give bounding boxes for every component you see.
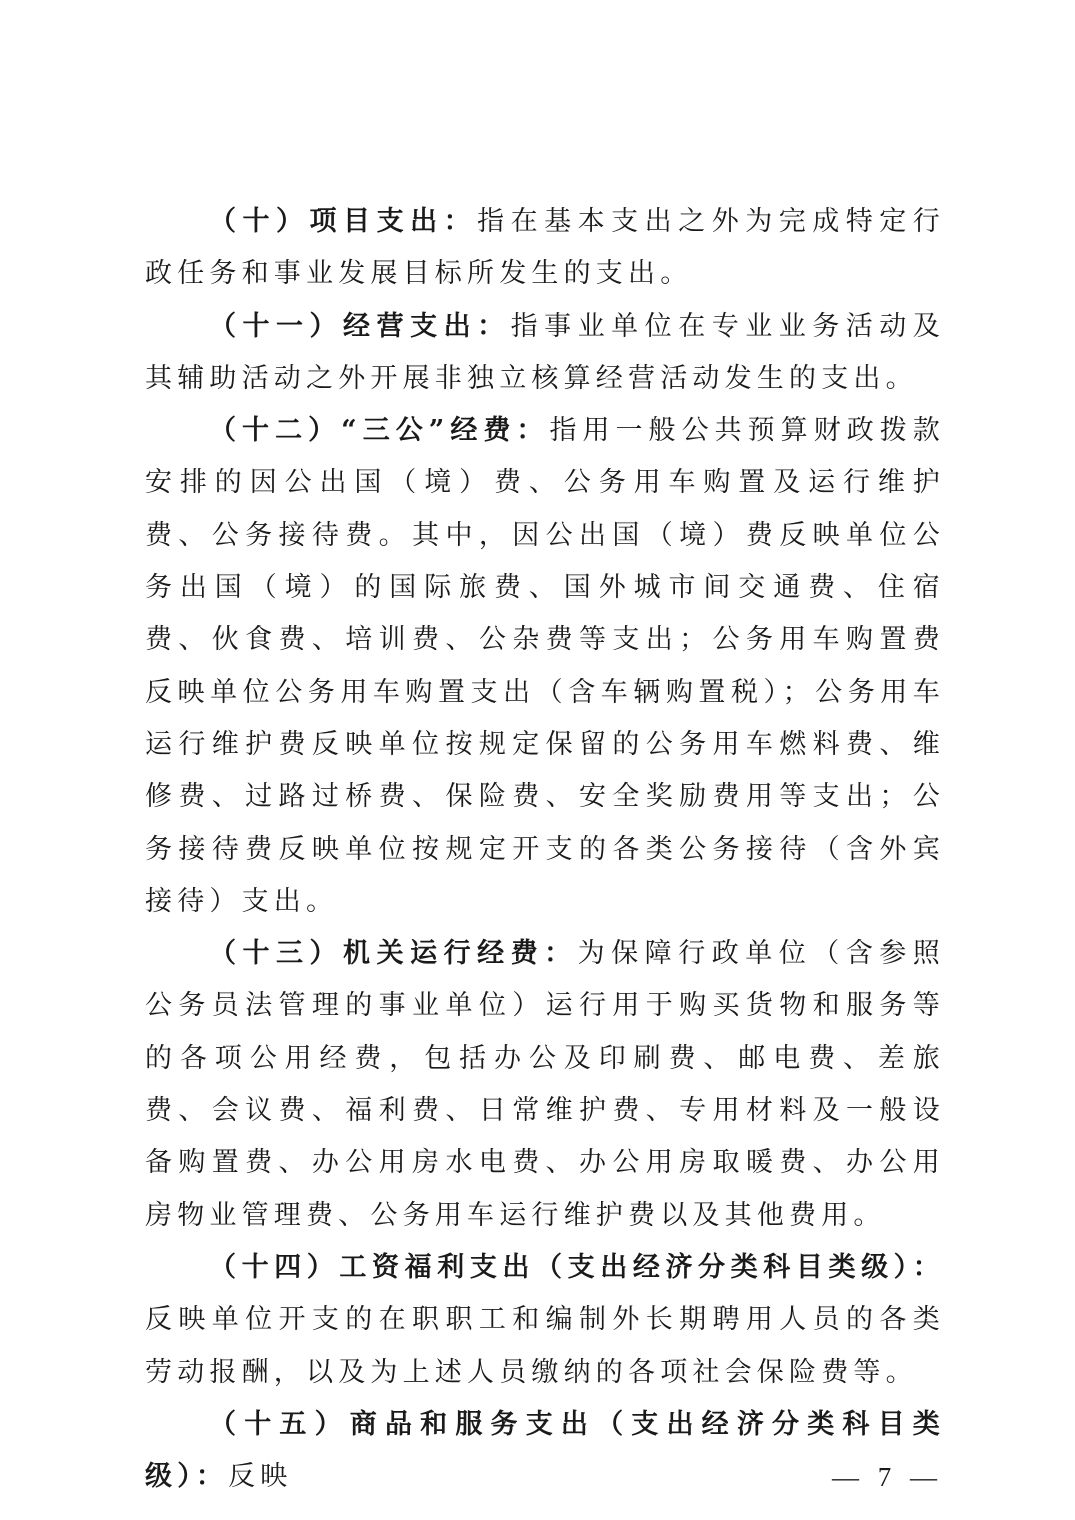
term-heading: （十一）经营支出：	[209, 310, 511, 342]
paragraph-business-expenditure	[145, 301, 945, 406]
paragraph-project-expenditure	[145, 196, 945, 301]
paragraph-text: 为保障行政单位（含参照公务员法管理的事业单位）运行用于购买货物和服务等的各项公用经费，包括办公及印刷费、邮电费、差旅费、会议费、福利费、日常维护费、专用材料及一般设备购置费、办公用房水电费、办公用房取暖费、办公用房物业管理费、公务用车运行维护费以及其他费用。	[145, 938, 945, 1231]
paragraph-text: 指事业单位在专业业务活动及其辅助活动之外开展非独立核算经营活动发生的支出。	[145, 310, 945, 394]
paragraph-three-public-expenses	[145, 405, 945, 928]
paragraph-text: 指在基本支出之外为完成特定行政任务和事业发展目标所发生的支出。	[145, 206, 945, 290]
term-heading: （十二）“三公”经费：	[209, 415, 550, 447]
paragraph-goods-services	[145, 1399, 945, 1504]
document-body	[145, 196, 945, 1503]
term-heading: （十四）工资福利支出（支出经济分类科目类级）：	[209, 1251, 945, 1283]
paragraph-salary-welfare	[145, 1242, 945, 1399]
term-heading: （十）项目支出：	[209, 206, 478, 237]
paragraph-text: 反映单位开支的在职职工和编制外长期聘用人员的各类劳动报酬，以及为上述人员缴纳的各项社会保险费等。	[145, 1304, 945, 1388]
paragraph-text: 指用一般公共预算财政拨款安排的因公出国（境）费、公务用车购置及运行维护费、公务接待费。其中，因公出国（境）费反映单位公务出国（境）的国际旅费、国外城市间交通费、住宿费、伙食费、培训费、公杂费等支出；公务用车购置费反映单位公务用车购置支出（含车辆购置税）；公务用车运行维护费反映单位按规定保留的公务用车燃料费、维修费、过路过桥费、保险费、安全奖励费用等支出；公务接待费反映单位按规定开支的各类公务接待（含外宾接待）支出。	[145, 415, 946, 917]
term-heading: （十五）商品和服务支出（支出经济分类科目类级）：	[145, 1408, 945, 1493]
page-number: — 7 —	[832, 1462, 943, 1492]
paragraph-text: 反映	[228, 1461, 293, 1493]
term-heading: （十三）机关运行经费：	[209, 938, 578, 970]
paragraph-agency-operating-funds	[145, 928, 945, 1242]
